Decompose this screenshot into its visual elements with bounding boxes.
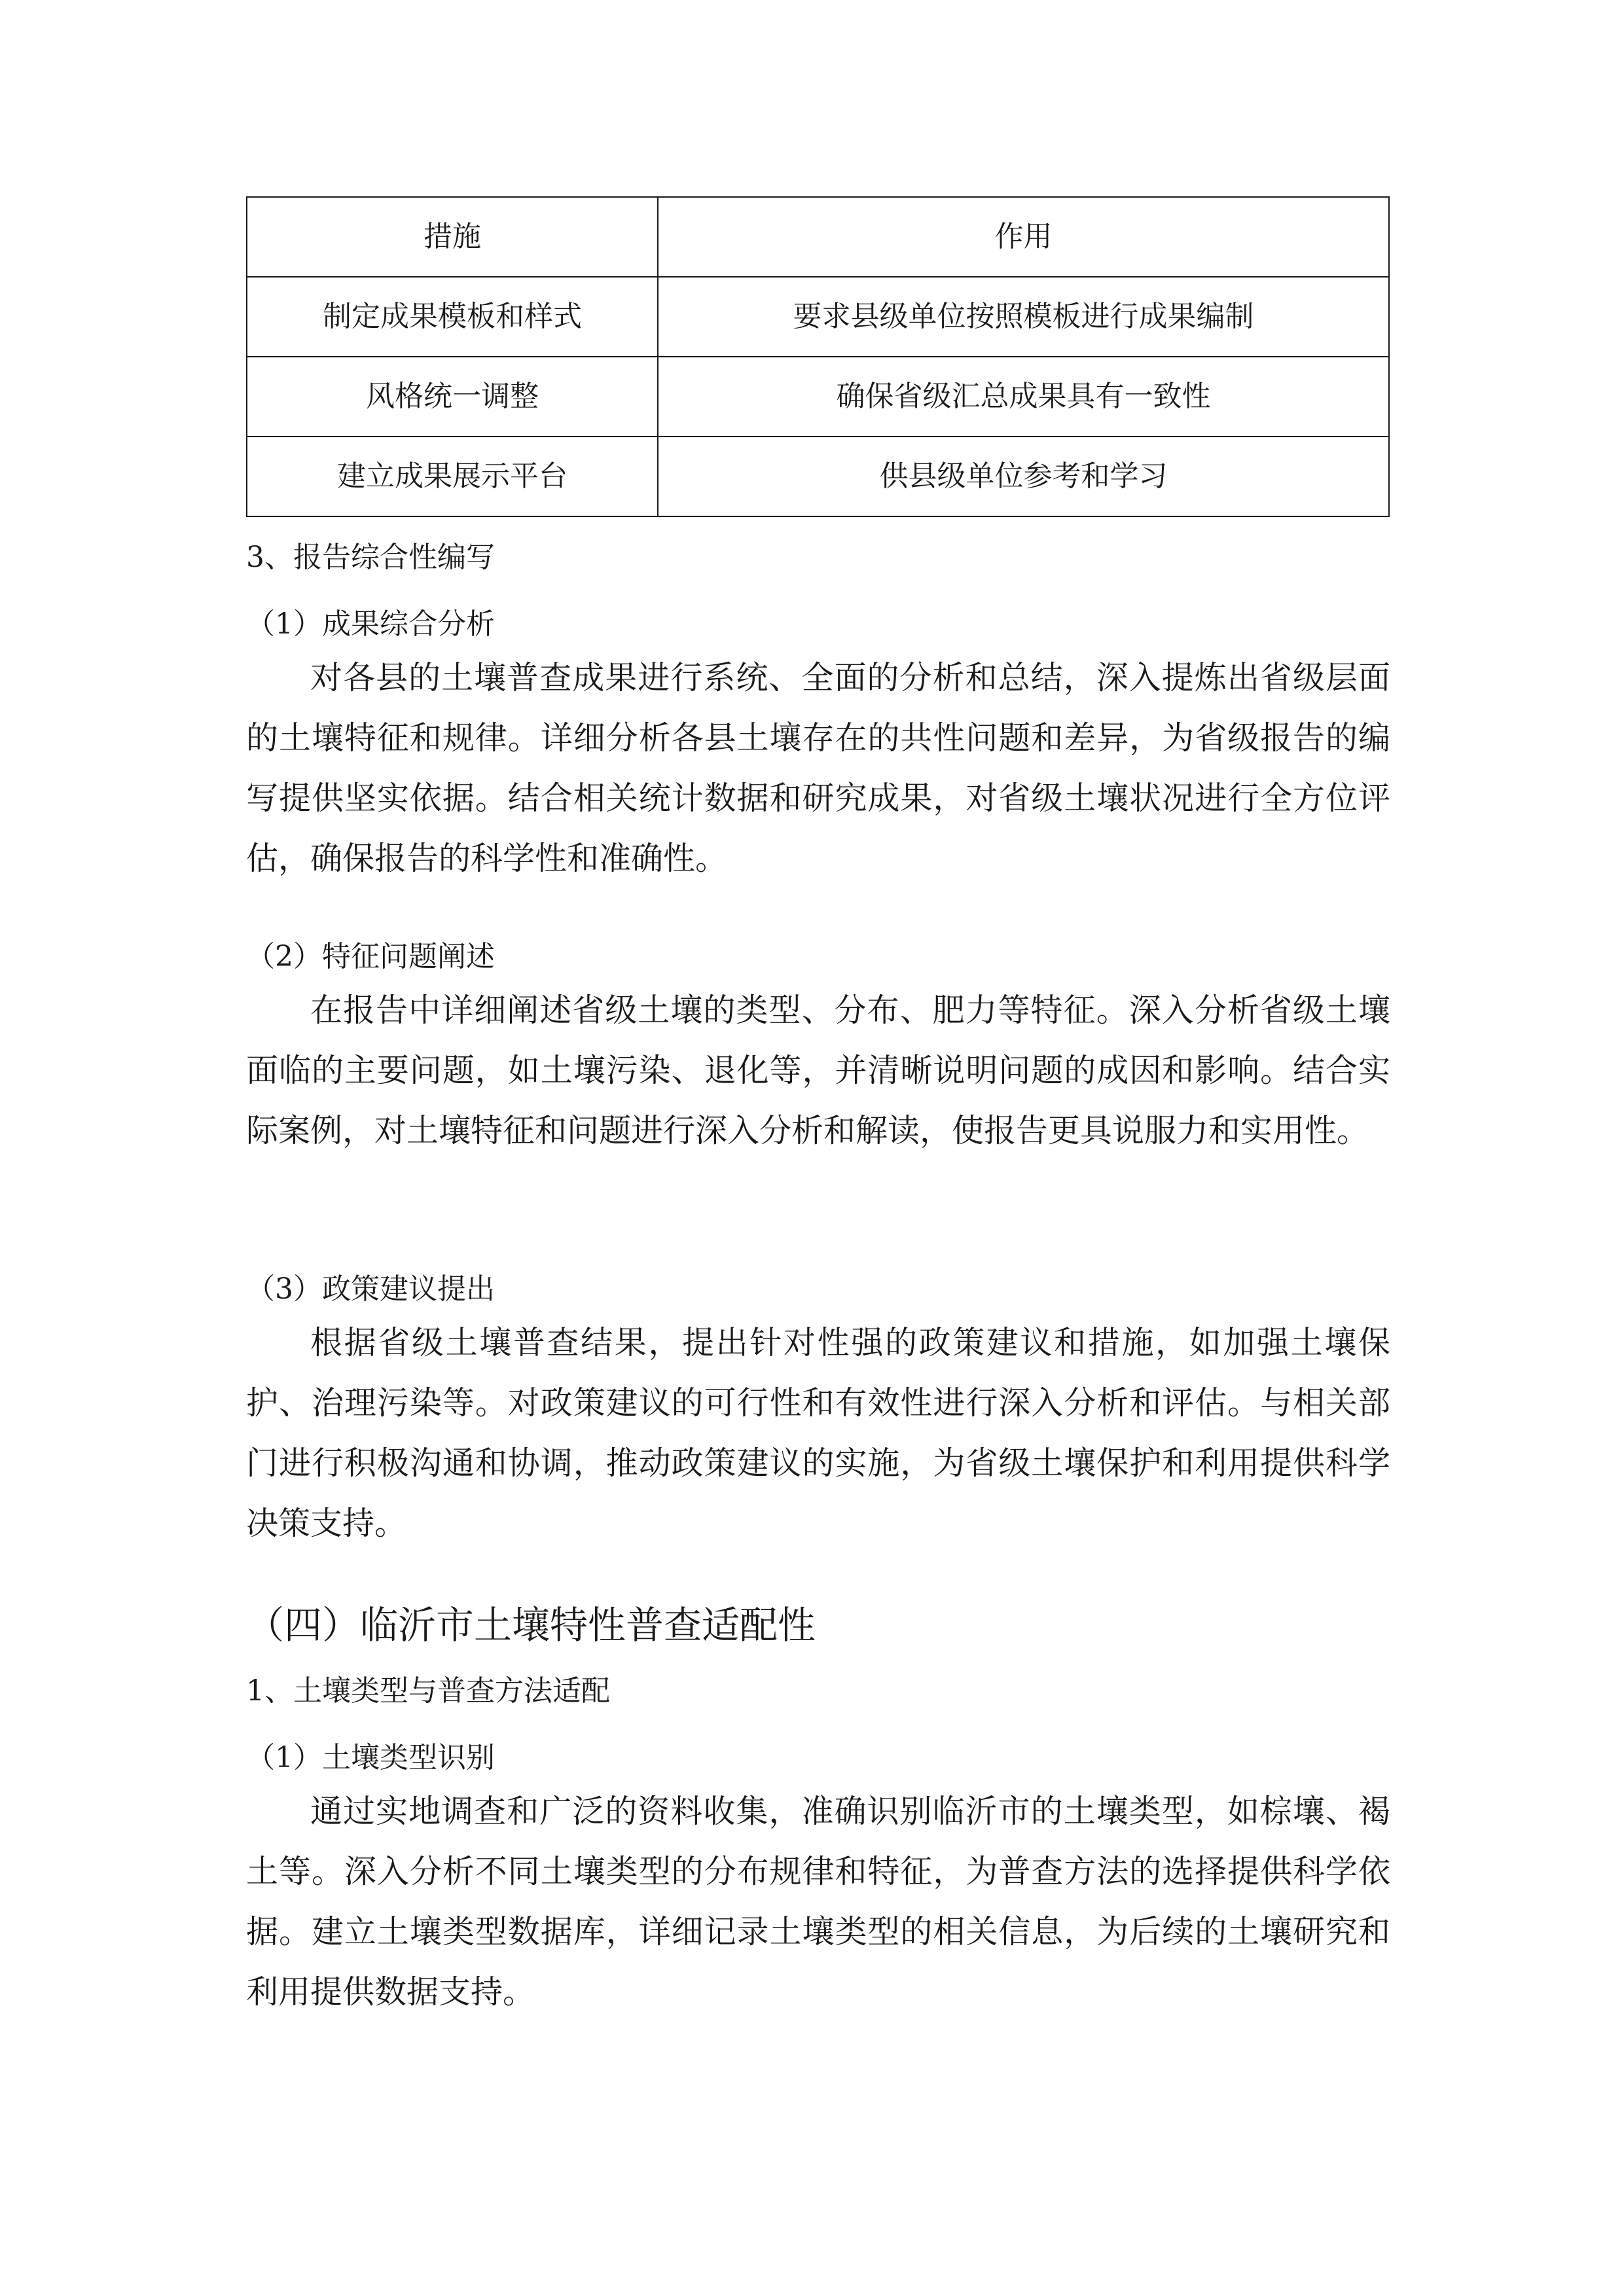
- table-cell: 供县级单位参考和学习: [658, 437, 1389, 516]
- subsection-heading: （1）成果综合分析: [246, 607, 495, 641]
- table-cell: 确保省级汇总成果具有一致性: [658, 357, 1389, 437]
- subsection-heading: （1）土壤类型识别: [246, 1741, 495, 1774]
- paragraph: 通过实地调查和广泛的资料收集，准确识别临沂市的土壤类型，如棕壤、褐土等。深入分析不同土壤类型的分布规律和特征，为普查方法的选择提供科学依据。建立土壤类型数据库，详细记录土壤类型的相关信息，为后续的土壤研究和利用提供数据支持。: [246, 1793, 1390, 2011]
- table-row: [247, 277, 1389, 357]
- section-heading: 1、土壤类型与普查方法适配: [246, 1674, 610, 1708]
- table-cell: 制定成果模板和样式: [247, 277, 658, 357]
- chapter-heading: （四）临沂市土壤特性普查适配性: [246, 1603, 816, 1647]
- subsection-heading: （3）政策建议提出: [246, 1272, 495, 1306]
- paragraph: 在报告中详细阐述省级土壤的类型、分布、肥力等特征。深入分析省级土壤面临的主要问题，如土壤污染、退化等，并清晰说明问题的成因和影响。结合实际案例，对土壤特征和问题进行深入分析和解读，使报告更具说服力和实用性。: [246, 992, 1390, 1149]
- table-cell: 建立成果展示平台: [247, 437, 658, 516]
- measures-table: [246, 196, 1390, 517]
- table-header-cell: 作用: [658, 197, 1389, 277]
- document-page: [246, 196, 1390, 2011]
- table-cell: 风格统一调整: [247, 357, 658, 437]
- paragraph: 根据省级土壤普查结果，提出针对性强的政策建议和措施，如加强土壤保护、治理污染等。对政策建议的可行性和有效性进行深入分析和评估。与相关部门进行积极沟通和协调，推动政策建议的实施，为省级土壤保护和利用提供科学决策支持。: [246, 1324, 1390, 1542]
- table-header-row: [247, 197, 1389, 277]
- paragraph: 对各县的土壤普查成果进行系统、全面的分析和总结，深入提炼出省级层面的土壤特征和规律。详细分析各县土壤存在的共性问题和差异，为省级报告的编写提供坚实依据。结合相关统计数据和研究成果，对省级土壤状况进行全方位评估，确保报告的科学性和准确性。: [246, 659, 1390, 877]
- table-row: [247, 437, 1389, 516]
- subsection-heading: （2）特征问题阐述: [246, 940, 495, 973]
- table-cell: 要求县级单位按照模板进行成果编制: [658, 277, 1389, 357]
- table-header-cell: 措施: [247, 197, 658, 277]
- section-heading: 3、报告综合性编写: [246, 541, 495, 574]
- table-row: [247, 357, 1389, 437]
